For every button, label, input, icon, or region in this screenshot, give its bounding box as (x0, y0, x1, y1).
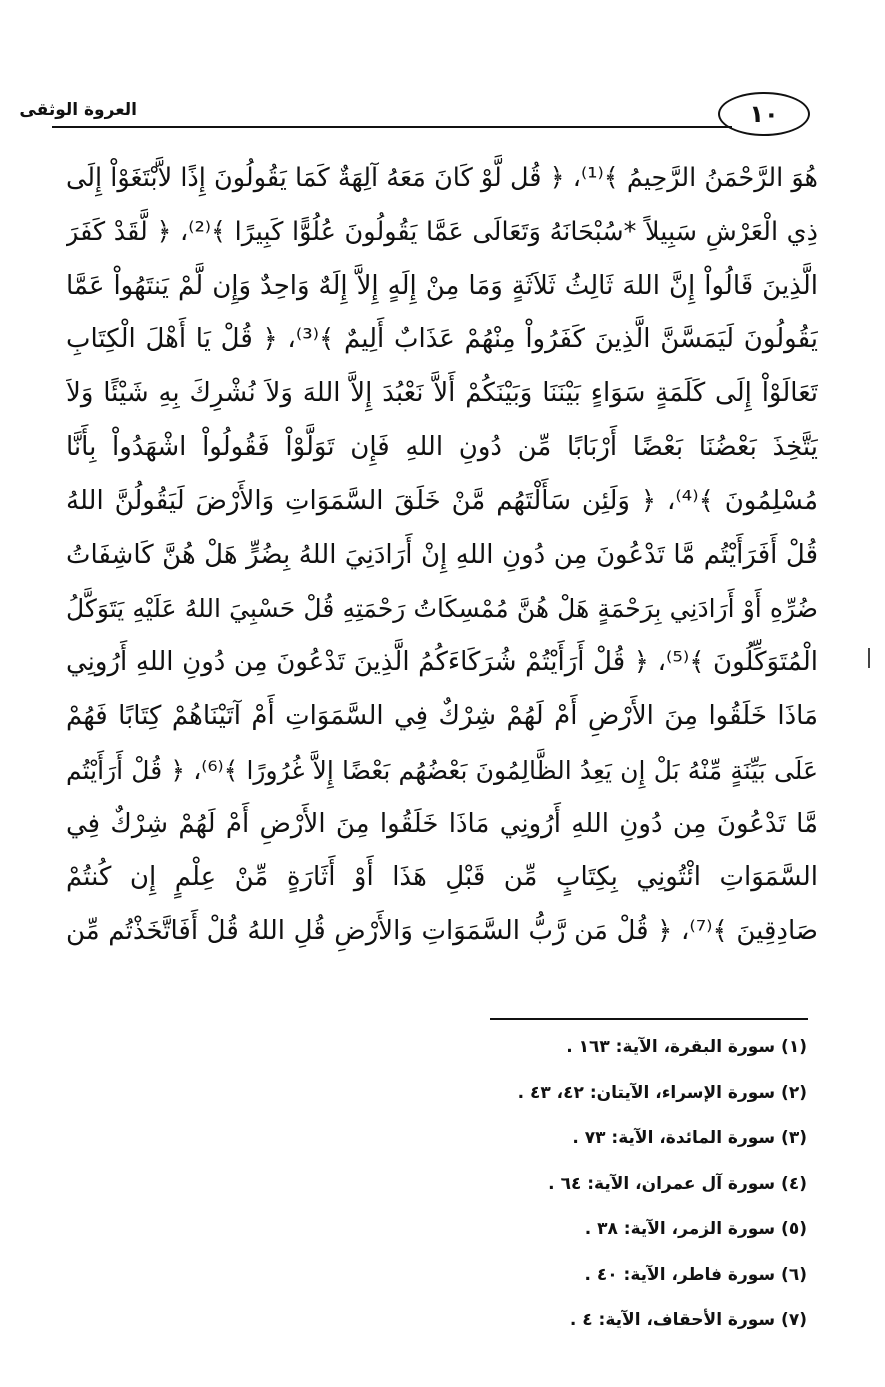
footnote-rule (490, 1018, 808, 1020)
header-rule (52, 126, 732, 128)
text-line: مَّا تَدْعُونَ مِن دُونِ اللهِ أَرُونِي مَاذَا خَلَقُوا مِنَ الأَرْضِ أَمْ لَهُمْ شِرْكٌ فِي (66, 808, 818, 839)
footnote-item: (٥) سورة الزمر، الآية: ٣٨ . (584, 1219, 807, 1239)
footnote-item: (٢) سورة الإسراء، الآيتان: ٤٢، ٤٣ . (517, 1082, 807, 1103)
text-line: السَّمَوَاتِ ائْتُونِي بِكِتَابٍ مِّن قَبْلِ هَذَا أَوْ أَثَارَةٍ مِّنْ عِلْمٍ إِن كُنتُمْ (66, 862, 818, 893)
footnote-item: (١) سورة البقرة، الآية: ١٦٣ . (566, 1037, 807, 1057)
page-number: ١٠ (718, 92, 810, 136)
text-line: تَعَالَوْاْ إِلَى كَلَمَةٍ سَوَاءٍ بَيْنَنَا وَبَيْنَكُمْ أَلاَّ نَعْبُدَ إِلاَّ اللهَ وَلاَ نُشْرِكَ بِهِ شَيْئًا وَلاَ (66, 378, 818, 409)
text-line: الَّذِينَ قَالُواْ إِنَّ اللهَ ثَالِثُ ثَلاَثَةٍ وَمَا مِنْ إِلَهٍ إِلاَّ إِلَهٌ وَاحِدٌ وَإِن لَّمْ يَنتَهُواْ عَمَّا (66, 270, 818, 301)
footnote-item: (٣) سورة المائدة، الآية: ٧٣ . (572, 1128, 807, 1148)
text-line: يَتَّخِذَ بَعْضُنَا بَعْضًا أَرْبَابًا مِّن دُونِ اللهِ فَإِن تَوَلَّوْاْ فَقُولُواْ اشْهَدُواْ بِأَنَّا (66, 431, 818, 462)
text-line: عَلَى بَيِّنَةٍ مِّنْهُ بَلْ إِن يَعِدُ الظَّالِمُونَ بَعْضُهُم بَعْضًا إِلاَّ غُرُورًا ﴾⁽⁶⁾، ﴿ قُلْ أَرَأَيْتُم (66, 755, 818, 785)
footnote-item: (٤) سورة آل عمران، الآية: ٦٤ . (548, 1173, 807, 1194)
running-header-title: العروة الوثقى (19, 100, 137, 120)
text-line: قُلْ أَفَرَأَيْتُم مَّا تَدْعُونَ مِن دُونِ اللهِ إِنْ أَرَادَنِيَ اللهُ بِضُرٍّ هَلْ هُنَّ كَاشِفَاتُ (66, 539, 818, 570)
footnote-item: (٦) سورة فاطر، الآية: ٤٠ . (584, 1264, 807, 1285)
footnote-item: (٧) سورة الأحقاف، الآية: ٤ . (569, 1310, 807, 1330)
body-text (66, 152, 818, 959)
text-line: مُسْلِمُونَ ﴾⁽⁴⁾، ﴿ وَلَئِن سَأَلْتَهُم مَّنْ خَلَقَ السَّمَوَاتِ وَالأَرْضَ لَيَقُولُنَّ اللهُ (66, 485, 818, 516)
text-line: صَادِقِينَ ﴾⁽⁷⁾، ﴿ قُلْ مَن رَّبُّ السَّمَوَاتِ وَالأَرْضِ قُلِ اللهُ قُلْ أَفَاتَّخَذْتُم مِّن (66, 916, 818, 947)
text-line: ضُرِّهِ أَوْ أَرَادَنِي بِرَحْمَةٍ هَلْ هُنَّ مُمْسِكَاتُ رَحْمَتِهِ قُلْ حَسْبِيَ اللهُ عَلَيْهِ يَتَوَكَّلُ (66, 594, 818, 624)
scan-margin-mark (868, 648, 870, 668)
text-line: هُوَ الرَّحْمَنُ الرَّحِيمُ ﴾⁽¹⁾، ﴿ قُل لَّوْ كَانَ مَعَهُ آلِهَةٌ كَمَا يَقُولُونَ إِذًا لاَّبْتَغَوْاْ إِلَى (66, 163, 818, 193)
text-line: ذِي الْعَرْشِ سَبِيلاً *سُبْحَانَهُ وَتَعَالَى عَمَّا يَقُولُونَ عُلُوًّا كَبِيرًا ﴾⁽²⁾، ﴿ لَّقَدْ كَفَرَ (66, 216, 818, 247)
text-line: مَاذَا خَلَقُوا مِنَ الأَرْضِ أَمْ لَهُمْ شِرْكٌ فِي السَّمَوَاتِ أَمْ آتَيْنَاهُمْ كِتَابًا فَهُمْ (66, 700, 818, 731)
footnotes (407, 1028, 807, 1347)
text-line: يَقُولُونَ لَيَمَسَّنَّ الَّذِينَ كَفَرُواْ مِنْهُمْ عَذَابٌ أَلِيمٌ ﴾⁽³⁾، ﴿ قُلْ يَا أَهْلَ الْكِتَابِ (66, 324, 818, 355)
text-line: الْمُتَوَكِّلُونَ ﴾⁽⁵⁾، ﴿ قُلْ أَرَأَيْتُمْ شُرَكَاءَكُمُ الَّذِينَ تَدْعُونَ مِن دُونِ اللهِ أَرُونِي (66, 647, 818, 678)
